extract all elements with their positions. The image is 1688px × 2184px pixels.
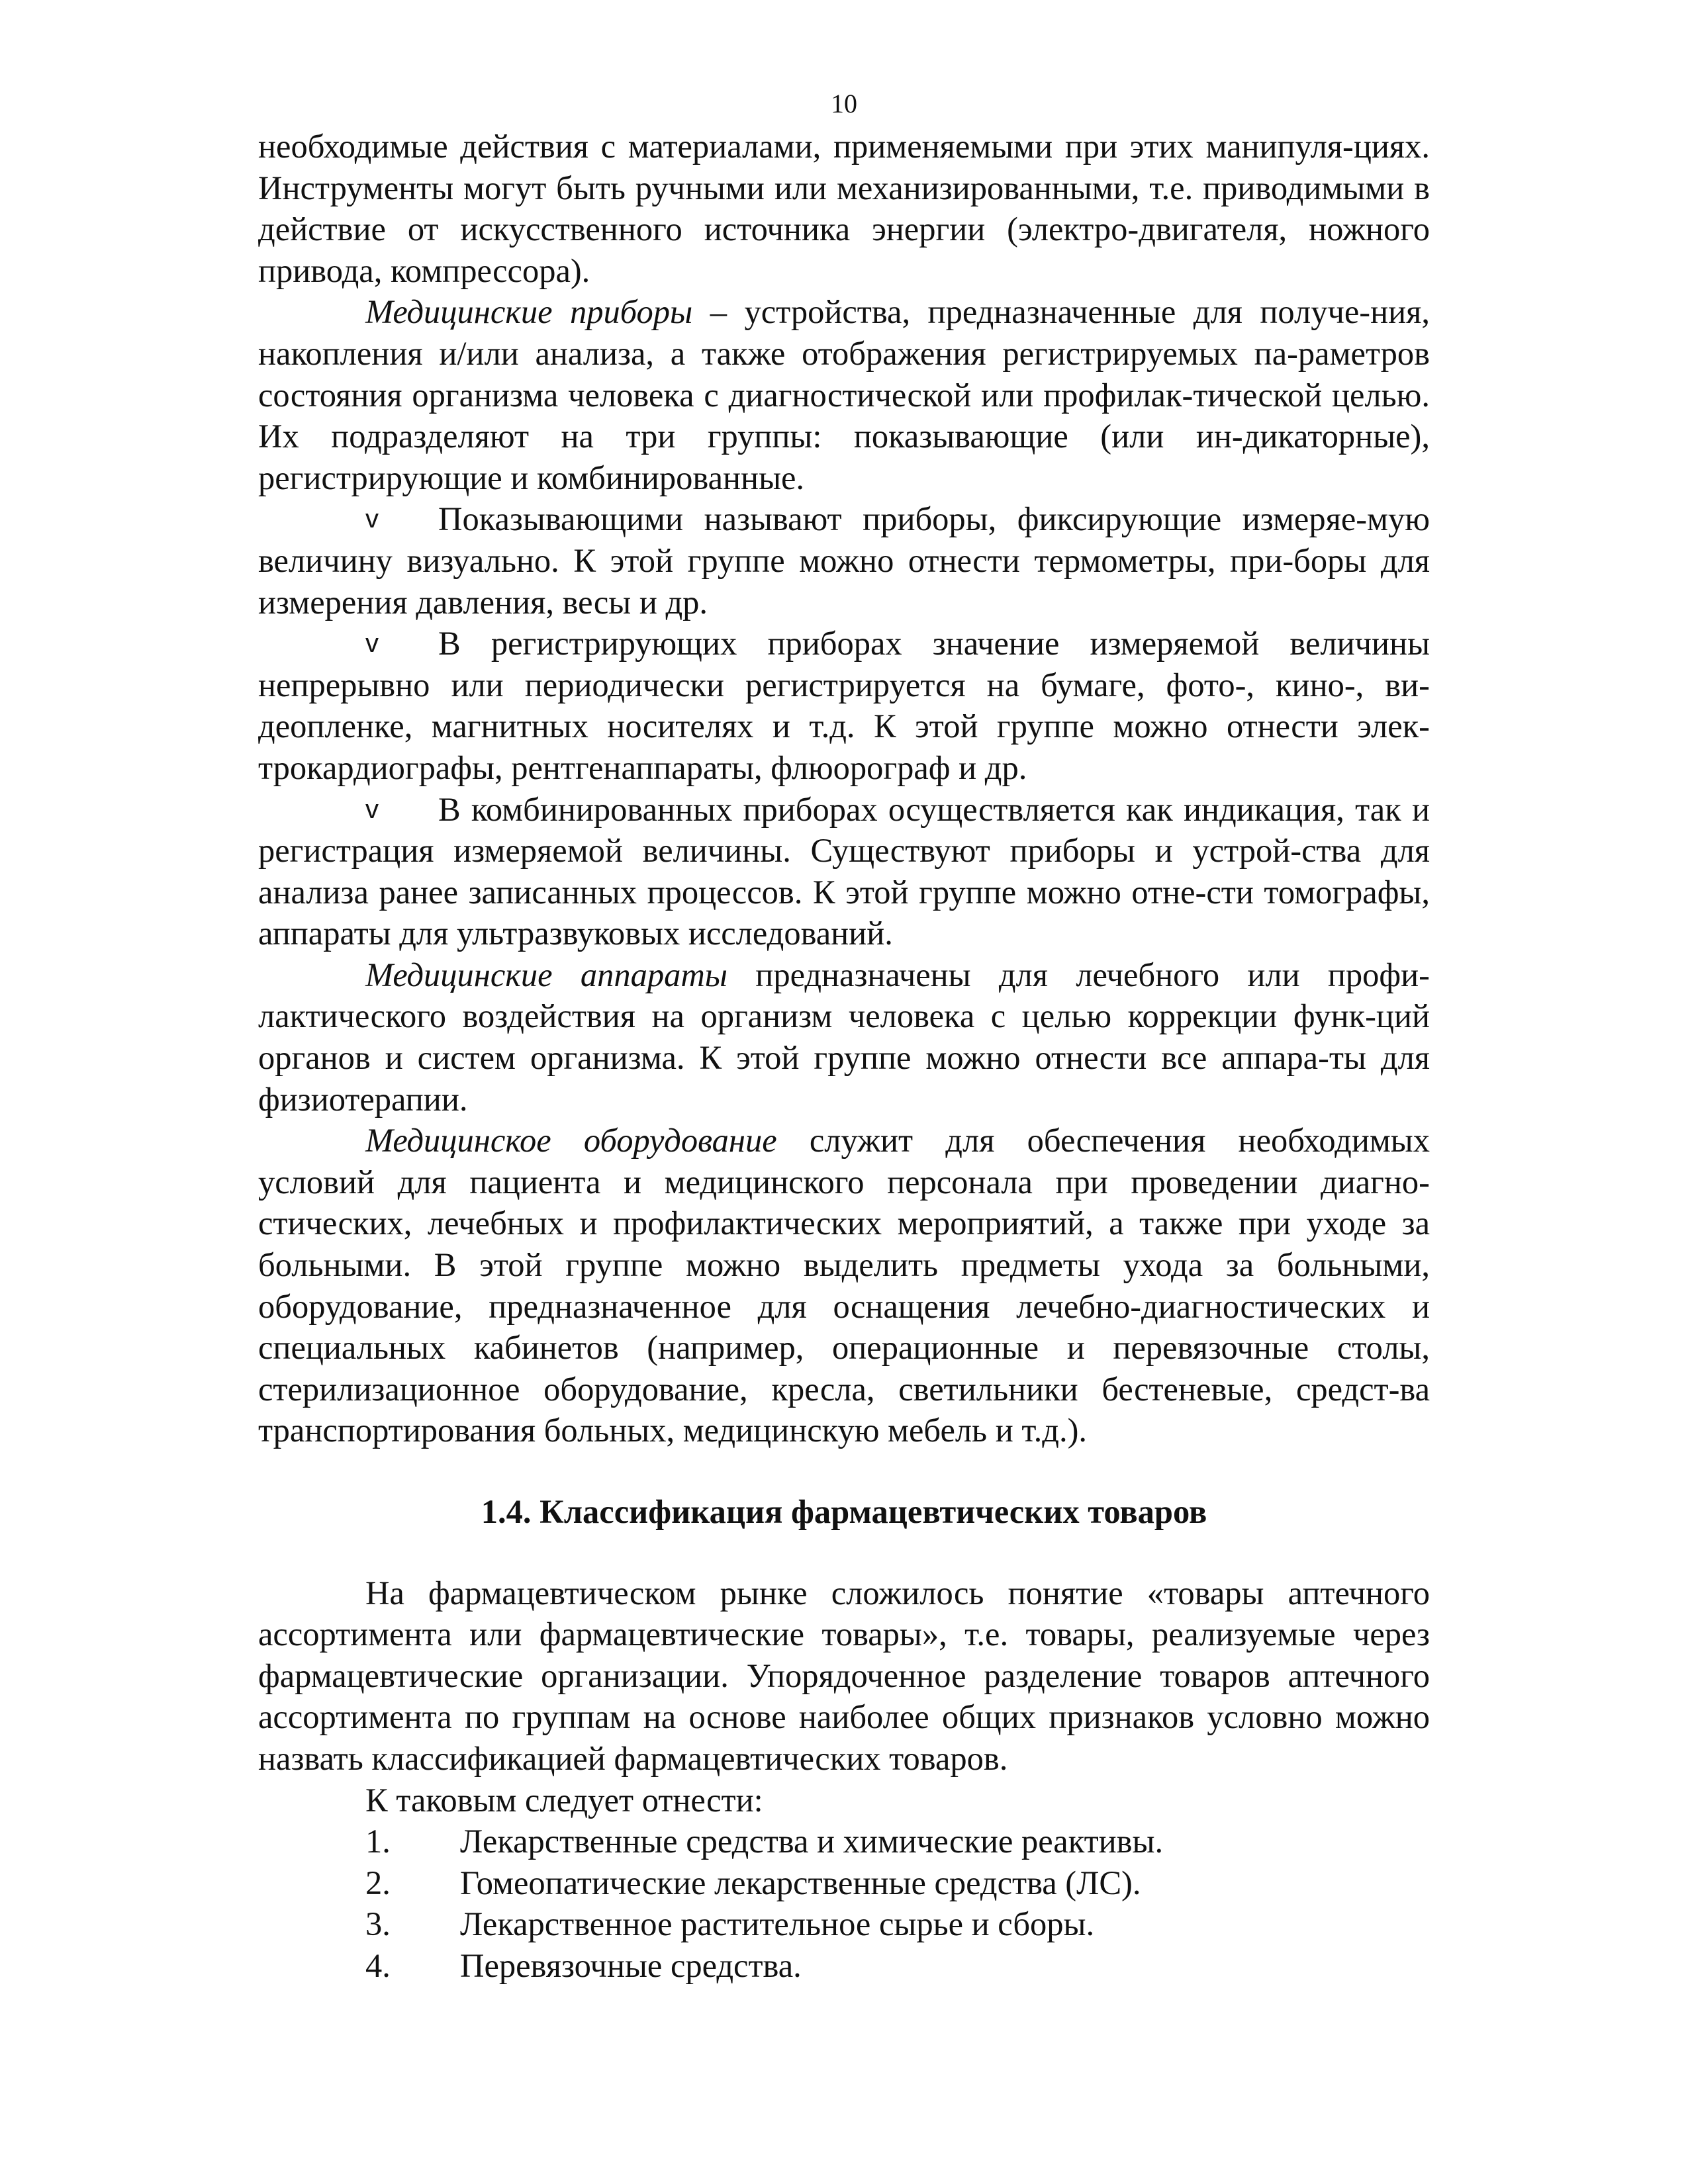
bullet-paragraph [258, 789, 1430, 954]
body-text [258, 126, 1430, 1987]
list-text: Гомеопатические лекарственные средства (ЛС). [460, 1864, 1141, 1901]
paragraph-text: К таковым следует отнести: [365, 1781, 763, 1819]
paragraph [258, 291, 1430, 498]
paragraph-text: необходимые действия с материалами, применяемыми при этих манипуля-циях. Инструменты могут быть ручными или механизированными, т.е. приводимыми в действие от искусственного источника энергии (электро-двигателя, ножного привода, компрессора). [258, 128, 1430, 289]
list-number: 2. [365, 1864, 391, 1901]
list-item [258, 1903, 1430, 1945]
bullet-text: В комбинированных приборах осуществляется как индикация, так и регистрация измеряемой величины. Существуют приборы и устрой-ства для анализа ранее записанных процессов. К этой группе можно отне-сти томографы, аппараты для ультразвуковых исследований. [258, 790, 1430, 952]
bullet-paragraph [258, 623, 1430, 788]
bullet-paragraph [258, 498, 1430, 623]
bullet-text: Показывающими называют приборы, фиксирующие измеряе-мую величину визуально. К этой группе можно отнести термометры, при-боры для измерения давления, весы и др. [258, 500, 1430, 621]
paragraph [258, 954, 1430, 1120]
italic-term: Медицинские приборы [365, 293, 693, 331]
list-item [258, 1862, 1430, 1904]
list-number: 4. [365, 1946, 391, 1984]
paragraph [258, 126, 1430, 291]
list-number: 3. [365, 1905, 391, 1943]
paragraph [258, 1780, 1430, 1821]
paragraph-text: – устройства, предназначенные для получе-ния, накопления и/или анализа, а также отображения регистрируемых па-раметров состояния организма человека с диагностической или профилак-тической целью. Их подразделяют на три группы: показывающие (или ин-дикаторные), регистрирующие и комбинированные. [258, 293, 1430, 496]
list-text: Перевязочные средства. [460, 1946, 802, 1984]
italic-term: Медицинское оборудование [365, 1122, 777, 1160]
check-bullet-icon: v [365, 629, 379, 659]
list-item [258, 1821, 1430, 1862]
check-bullet-icon: v [365, 794, 379, 824]
list-text: Лекарственное растительное сырье и сборы. [460, 1905, 1095, 1943]
paragraph-text: предназначены для лечебного или профи-лактического воздействия на организм человека с целью коррекции функ-ций органов и систем организма. К этой группе можно отнести все аппара-ты для физиотерапии. [258, 956, 1430, 1118]
list-item [258, 1945, 1430, 1987]
page-number: 10 [831, 89, 857, 118]
paragraph [258, 1120, 1430, 1451]
bullet-text: В регистрирующих приборах значение измеряемой величины непрерывно или периодически регистрируется на бумаге, фото-, кино-, ви-деопленке, магнитных носителях и т.д. К этой группе можно отнести элек-трокардиографы, рентгенаппараты, флюорограф и др. [258, 625, 1430, 786]
paragraph [258, 1572, 1430, 1780]
paragraph-text: служит для обеспечения необходимых условий для пациента и медицинского персонала при проведении диагно-стических, лечебных и профилактических мероприятий, а также при уходе за больными. В этой группе можно выделить предметы ухода за больными, оборудование, предназначенное для оснащения лечебно-диагностических и специальных кабинетов (например, операционные и перевязочные столы, стерилизационное оборудование, кресла, светильники бестеневые, средст-ва транспортирования больных, медицинскую мебель и т.д.). [258, 1122, 1430, 1449]
list-number: 1. [365, 1823, 391, 1860]
section-heading: 1.4. Классификация фармацевтических товаров [481, 1493, 1207, 1530]
paragraph-text: На фармацевтическом рынке сложилось понятие «товары аптечного ассортимента или фармацевтические товары», т.е. товары, реализуемые через фармацевтические организации. Упорядоченное разделение товаров аптечного ассортимента по группам на основе наиболее общих признаков условно можно назвать классификацией фармацевтических товаров. [258, 1574, 1430, 1777]
list-text: Лекарственные средства и химические реактивы. [460, 1823, 1164, 1860]
check-bullet-icon: v [365, 504, 379, 534]
italic-term: Медицинские аппараты [365, 956, 728, 993]
